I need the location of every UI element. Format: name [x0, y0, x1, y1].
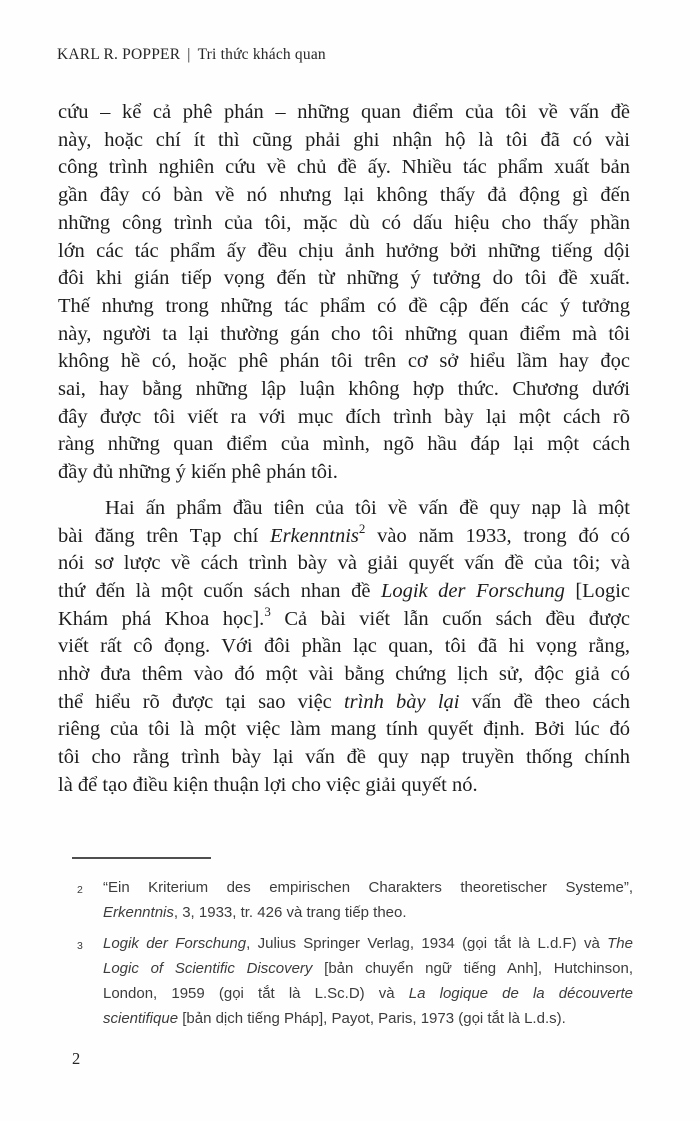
text-segment: gần đây có bàn về nó nhưng lại không thấy đả động gì đến: [58, 184, 630, 207]
text-segment: cứu – kể cả phê phán – những quan điểm của tôi về vấn đề: [58, 101, 630, 123]
text-segment: The: [607, 935, 633, 952]
text-line: [58, 744, 630, 772]
text-line: [58, 182, 630, 210]
paragraph: [58, 99, 630, 487]
text-segment: Logik der Forschung: [103, 935, 247, 952]
header-book-title: Tri thức khách quan: [197, 46, 326, 63]
text-segment: Logic of Scientific Discovery: [103, 960, 313, 977]
text-line: [58, 127, 630, 155]
text-segment: công trình nghiên cứu về chủ đề ấy. Nhiều tác phẩm xuất bản: [58, 156, 630, 179]
footnote: [77, 931, 633, 1031]
text-segment: đầy đủ những ý kiến phê phán tôi.: [58, 461, 338, 484]
text-segment: này, người ta lại thường gán cho tôi những quan điểm mà tôi: [58, 322, 630, 345]
text-segment: La logique de la découverte: [408, 985, 633, 1002]
text-line: [58, 99, 630, 127]
footnote-separator-rule: [72, 857, 211, 859]
text-line: [103, 981, 633, 1006]
text-line: [58, 578, 630, 606]
text-segment: Hai ấn phẩm đầu tiên của tôi về vấn đề quy nạp là một: [105, 496, 630, 519]
text-line: [58, 633, 630, 661]
text-segment: vấn đề theo cách: [459, 690, 630, 713]
text-segment: Erkenntnis: [270, 524, 359, 547]
text-segment: [bản dịch tiếng Pháp], Payot, Paris, 1973 (gọi tắt là L.d.s).: [178, 1010, 566, 1027]
running-header: [57, 46, 326, 64]
text-line: [58, 661, 630, 689]
text-segment: này, hoặc chí ít thì cũng phải ghi nhận hộ là tôi đã có vài: [58, 128, 630, 151]
footnotes-section: [77, 875, 633, 1037]
text-segment: đôi khi gián tiếp vọng đến từ những ý tưởng do tôi đề xuất.: [58, 267, 630, 290]
text-segment: nhờ đưa thêm vào đó một vài bằng chứng lịch sử, độc giả có: [58, 663, 630, 686]
footnote: [77, 875, 633, 925]
text-segment: Erkenntnis: [103, 904, 174, 921]
text-line: [58, 154, 630, 182]
text-line: [58, 772, 630, 800]
text-segment: những công trình của tôi, mặc dù có dấu hiệu cho thấy phần: [58, 211, 630, 234]
text-line: [58, 603, 630, 634]
text-line: [103, 956, 633, 981]
text-line: [103, 900, 633, 925]
text-segment: Khám phá Khoa học].: [58, 607, 265, 630]
text-segment: Cả bài viết lẫn cuốn sách đều được: [270, 607, 630, 630]
text-line: [58, 238, 630, 266]
footnote-marker: 3: [77, 940, 83, 952]
text-segment: ràng những quan điểm của mình, ngõ hầu đáp lại một cách: [58, 433, 630, 456]
text-line: [58, 716, 630, 744]
text-segment: , 3, 1933, tr. 426 và trang tiếp theo.: [173, 904, 407, 921]
text-line: [58, 293, 630, 321]
text-segment: trình bày lại: [343, 690, 460, 713]
text-segment: [bản chuyển ngữ tiếng Anh], Hutchinson,: [312, 960, 633, 977]
text-line: [103, 1006, 633, 1031]
text-line: [58, 495, 630, 523]
text-segment: vào năm 1933, trong đó có: [365, 524, 630, 547]
paragraph: [58, 495, 630, 800]
footnote-reference: 3: [264, 603, 271, 619]
text-segment: thể hiểu rõ được tại sao việc: [58, 690, 344, 713]
text-line: [58, 376, 630, 404]
text-segment: , Julius Springer Verlag, 1934 (gọi tắt là L.d.F) và: [246, 935, 608, 952]
text-line: [58, 348, 630, 376]
text-segment: nói sơ lược về cách trình bày và giải quyết vấn đề của tôi; và: [58, 552, 630, 575]
text-line: [58, 404, 630, 432]
text-line: [103, 931, 633, 956]
text-segment: không hề có, hoặc phê phán tôi trên cơ sở hiểu lầm hay đọc: [58, 350, 630, 373]
footnote-reference: 2: [358, 520, 366, 536]
text-line: [58, 550, 630, 578]
text-segment: là để tạo điều kiện thuận lợi cho việc giải quyết nó.: [58, 773, 478, 796]
text-segment: bài đăng trên Tạp chí: [58, 524, 271, 547]
text-line: [103, 875, 633, 900]
text-line: [58, 431, 630, 459]
text-segment: riêng của tôi là một việc làm mang tính quyết định. Bởi lúc đó: [58, 718, 630, 741]
text-segment: lớn các tác phẩm ấy đều chịu ảnh hưởng bởi những tiếng dội: [58, 239, 630, 262]
text-segment: Logik der Forschung: [380, 579, 565, 602]
text-line: [58, 520, 630, 551]
text-line: [58, 459, 630, 487]
body-text: [58, 99, 630, 800]
text-line: [58, 321, 630, 349]
text-line: [58, 210, 630, 238]
text-segment: tôi cho rằng trình bày lại vấn đề quy nạp truyền thống chính: [58, 746, 630, 769]
page-number: 2: [72, 1049, 81, 1068]
footnote-body: [103, 875, 633, 925]
text-line: [58, 689, 630, 717]
text-segment: scientifique: [103, 1010, 179, 1027]
text-segment: London, 1959 (gọi tắt là L.Sc.D) và: [103, 985, 409, 1002]
text-segment: “Ein Kriterium des empirischen Charakters theoretischer Systeme”,: [103, 879, 633, 896]
text-line: [58, 265, 630, 293]
header-author: KARL R. POPPER: [57, 46, 181, 63]
footnote-marker: 2: [77, 884, 83, 896]
text-segment: viết rất cô đọng. Với đôi phần lạc quan, tôi đã hi vọng rằng,: [58, 635, 630, 658]
text-segment: đây được tôi viết ra với mục đích trình bày lại một cách rõ: [58, 405, 630, 428]
text-segment: [Logic: [564, 579, 630, 602]
text-segment: sai, hay bằng những lập luận không hợp thức. Chương dưới: [58, 378, 630, 401]
text-segment: Thế nhưng trong những tác phẩm có đề cập đến các ý tưởng: [58, 294, 630, 317]
header-separator: |: [187, 46, 191, 63]
footnote-body: [103, 931, 633, 1031]
text-segment: thứ đến là một cuốn sách nhan đề: [58, 579, 381, 602]
